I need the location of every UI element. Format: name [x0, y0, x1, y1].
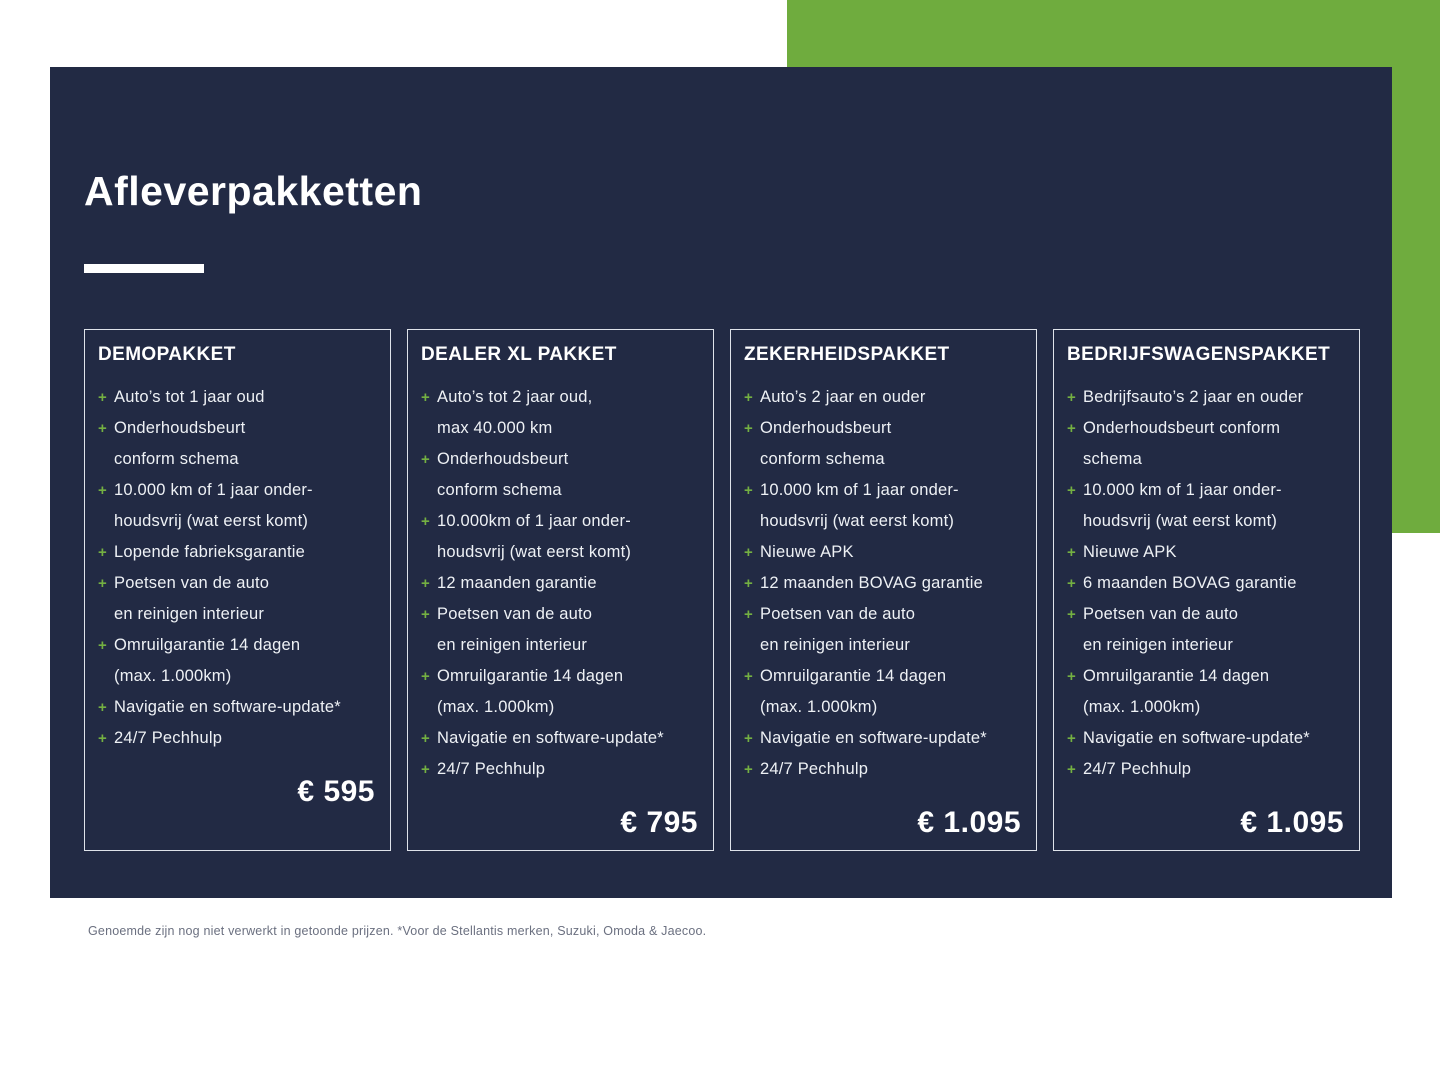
package-price: € 1.095: [917, 806, 1021, 839]
footnote: Genoemde zijn nog niet verwerkt in getoonde prijzen. *Voor de Stellantis merken, Suzuki, Omoda & Jaecoo.: [88, 924, 707, 938]
feature-text: 24/7 Pechhulp: [760, 760, 869, 778]
feature-text: Navigatie en software-update*: [437, 729, 664, 747]
feature-text: Auto’s tot 1 jaar oud: [114, 388, 265, 406]
plus-icon: +: [421, 761, 430, 778]
feature-line: [98, 475, 377, 506]
feature-line: [98, 537, 377, 568]
feature-text: 12 maanden BOVAG garantie: [760, 574, 983, 592]
feature-text: Poetsen van de auto: [1083, 605, 1239, 623]
feature-text: 24/7 Pechhulp: [1083, 760, 1192, 778]
feature-text: 12 maanden garantie: [437, 574, 597, 592]
plus-icon: +: [98, 699, 107, 716]
feature-text: Omruilgarantie 14 dagen: [437, 667, 624, 685]
feature-text: en reinigen interieur: [760, 636, 911, 654]
plus-icon: +: [1067, 668, 1076, 685]
plus-icon: +: [98, 544, 107, 561]
feature-line: [744, 568, 1023, 599]
feature-line: [744, 754, 1023, 785]
feature-text: Navigatie en software-update*: [114, 698, 341, 716]
plus-icon: +: [744, 606, 753, 623]
package-feature-list: [98, 382, 377, 754]
feature-text: Omruilgarantie 14 dagen: [760, 667, 947, 685]
feature-text: 10.000 km of 1 jaar onder-: [760, 481, 959, 499]
feature-line: [744, 506, 1023, 537]
feature-line: [1067, 413, 1346, 444]
plus-icon: +: [98, 389, 107, 406]
feature-text: Nieuwe APK: [1083, 543, 1177, 561]
plus-icon: +: [1067, 606, 1076, 623]
plus-icon: +: [1067, 544, 1076, 561]
feature-text: Omruilgarantie 14 dagen: [1083, 667, 1270, 685]
feature-line: [421, 537, 700, 568]
plus-icon: +: [1067, 389, 1076, 406]
feature-text: Onderhoudsbeurt: [760, 419, 892, 437]
feature-line: [421, 692, 700, 723]
feature-line: [1067, 692, 1346, 723]
feature-line: [1067, 754, 1346, 785]
feature-text: Poetsen van de auto: [760, 605, 916, 623]
package-card: [84, 329, 391, 851]
plus-icon: +: [744, 389, 753, 406]
packages-row: [84, 329, 1360, 851]
feature-line: [1067, 599, 1346, 630]
feature-text: 10.000km of 1 jaar onder-: [437, 512, 631, 530]
feature-line: [744, 475, 1023, 506]
feature-text: Onderhoudsbeurt: [114, 419, 246, 437]
feature-line: [744, 382, 1023, 413]
plus-icon: +: [744, 544, 753, 561]
package-feature-list: [744, 382, 1023, 785]
feature-line: [744, 413, 1023, 444]
plus-icon: +: [1067, 730, 1076, 747]
package-title: BEDRIJFSWAGENSPAKKET: [1067, 344, 1331, 365]
feature-text: (max. 1.000km): [760, 698, 878, 716]
package-card: [407, 329, 714, 851]
feature-text: houdsvrij (wat eerst komt): [114, 512, 309, 530]
plus-icon: +: [421, 730, 430, 747]
feature-text: Onderhoudsbeurt: [437, 450, 569, 468]
feature-line: [1067, 630, 1346, 661]
feature-line: [98, 382, 377, 413]
feature-line: [98, 630, 377, 661]
feature-text: 10.000 km of 1 jaar onder-: [1083, 481, 1282, 499]
package-feature-list: [1067, 382, 1346, 785]
feature-text: Omruilgarantie 14 dagen: [114, 636, 301, 654]
plus-icon: +: [744, 761, 753, 778]
plus-icon: +: [421, 606, 430, 623]
feature-text: houdsvrij (wat eerst komt): [1083, 512, 1278, 530]
package-title: DEMOPAKKET: [98, 344, 236, 365]
feature-line: [98, 599, 377, 630]
plus-icon: +: [1067, 575, 1076, 592]
package-feature-list: [421, 382, 700, 785]
feature-text: Poetsen van de auto: [437, 605, 593, 623]
feature-line: [1067, 537, 1346, 568]
feature-text: Lopende fabrieksgarantie: [114, 543, 306, 561]
plus-icon: +: [421, 451, 430, 468]
plus-icon: +: [744, 668, 753, 685]
feature-text: 6 maanden BOVAG garantie: [1083, 574, 1297, 592]
feature-line: [744, 599, 1023, 630]
plus-icon: +: [98, 482, 107, 499]
feature-text: (max. 1.000km): [437, 698, 555, 716]
feature-line: [1067, 382, 1346, 413]
feature-text: conform schema: [114, 450, 239, 468]
feature-line: [1067, 444, 1346, 475]
feature-text: Onderhoudsbeurt conform: [1083, 419, 1281, 437]
feature-line: [421, 475, 700, 506]
feature-line: [421, 413, 700, 444]
feature-line: [744, 537, 1023, 568]
feature-text: schema: [1083, 450, 1142, 468]
feature-line: [421, 599, 700, 630]
feature-text: en reinigen interieur: [1083, 636, 1234, 654]
feature-text: Poetsen van de auto: [114, 574, 270, 592]
plus-icon: +: [744, 730, 753, 747]
feature-text: houdsvrij (wat eerst komt): [760, 512, 955, 530]
title-underline: [84, 264, 204, 273]
feature-text: (max. 1.000km): [114, 667, 232, 685]
package-card: [1053, 329, 1360, 851]
package-price: € 595: [297, 775, 375, 808]
plus-icon: +: [421, 668, 430, 685]
package-title: DEALER XL PAKKET: [421, 344, 617, 365]
plus-icon: +: [744, 420, 753, 437]
feature-text: conform schema: [437, 481, 562, 499]
feature-text: max 40.000 km: [437, 419, 553, 437]
feature-line: [744, 630, 1023, 661]
content-panel: [50, 67, 1392, 898]
plus-icon: +: [98, 575, 107, 592]
feature-text: houdsvrij (wat eerst komt): [437, 543, 632, 561]
feature-line: [1067, 506, 1346, 537]
feature-line: [1067, 661, 1346, 692]
feature-line: [1067, 475, 1346, 506]
package-title: ZEKERHEIDSPAKKET: [744, 344, 950, 365]
feature-line: [98, 723, 377, 754]
plus-icon: +: [1067, 482, 1076, 499]
page-title: Afleverpakketten: [84, 168, 423, 214]
feature-text: conform schema: [760, 450, 885, 468]
plus-icon: +: [421, 575, 430, 592]
plus-icon: +: [98, 730, 107, 747]
feature-line: [1067, 568, 1346, 599]
feature-text: 24/7 Pechhulp: [437, 760, 546, 778]
plus-icon: +: [744, 482, 753, 499]
feature-line: [98, 506, 377, 537]
plus-icon: +: [1067, 761, 1076, 778]
feature-line: [421, 506, 700, 537]
feature-line: [421, 723, 700, 754]
feature-text: (max. 1.000km): [1083, 698, 1201, 716]
feature-line: [744, 444, 1023, 475]
feature-text: Navigatie en software-update*: [1083, 729, 1310, 747]
feature-line: [98, 413, 377, 444]
feature-line: [421, 444, 700, 475]
feature-text: 24/7 Pechhulp: [114, 729, 223, 747]
feature-line: [98, 568, 377, 599]
feature-text: Bedrijfsauto’s 2 jaar en ouder: [1083, 388, 1304, 406]
feature-line: [421, 630, 700, 661]
plus-icon: +: [98, 420, 107, 437]
feature-line: [421, 754, 700, 785]
plus-icon: +: [421, 389, 430, 406]
feature-text: Nieuwe APK: [760, 543, 854, 561]
feature-text: Navigatie en software-update*: [760, 729, 987, 747]
feature-line: [744, 723, 1023, 754]
feature-line: [421, 568, 700, 599]
feature-text: Auto’s tot 2 jaar oud,: [437, 388, 593, 406]
feature-line: [421, 382, 700, 413]
feature-text: 10.000 km of 1 jaar onder-: [114, 481, 313, 499]
plus-icon: +: [98, 637, 107, 654]
package-price: € 1.095: [1240, 806, 1344, 839]
package-card: [730, 329, 1037, 851]
feature-line: [421, 661, 700, 692]
plus-icon: +: [421, 513, 430, 530]
feature-line: [98, 661, 377, 692]
package-price: € 795: [620, 806, 698, 839]
feature-line: [1067, 723, 1346, 754]
feature-line: [98, 444, 377, 475]
plus-icon: +: [744, 575, 753, 592]
feature-line: [98, 692, 377, 723]
feature-text: Auto’s 2 jaar en ouder: [760, 388, 926, 406]
plus-icon: +: [1067, 420, 1076, 437]
feature-line: [744, 692, 1023, 723]
feature-line: [744, 661, 1023, 692]
feature-text: en reinigen interieur: [437, 636, 588, 654]
feature-text: en reinigen interieur: [114, 605, 265, 623]
